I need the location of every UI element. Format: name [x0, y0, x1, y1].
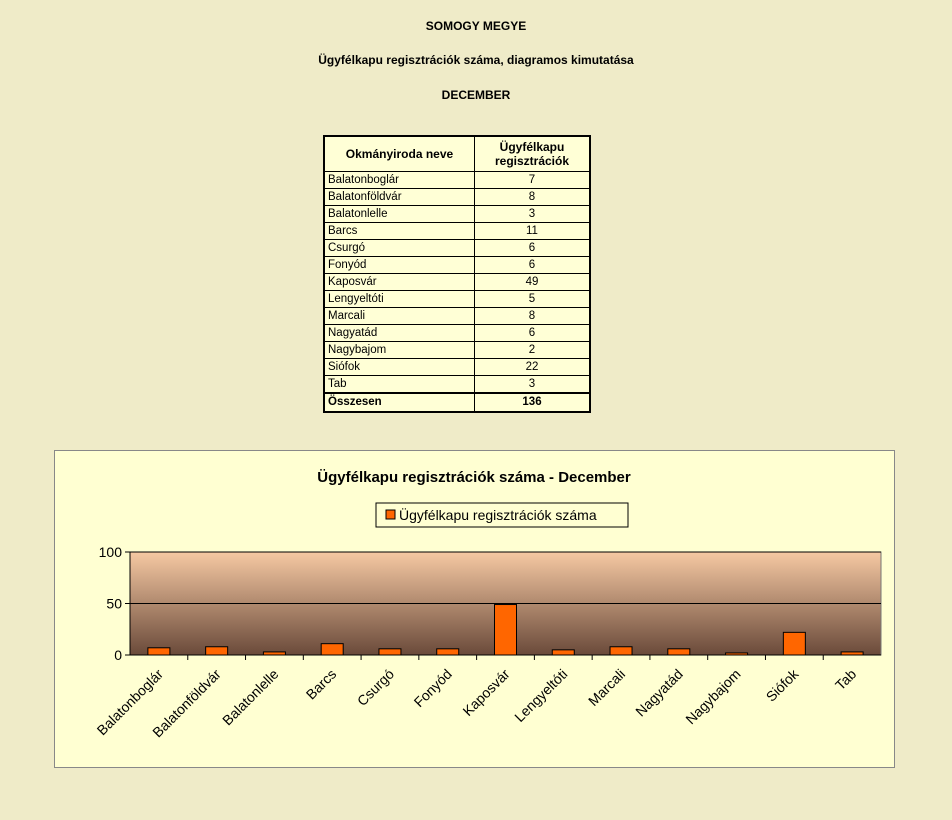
registrations-cell: 6: [475, 240, 591, 257]
registrations-cell: 7: [475, 172, 591, 189]
registrations-table: [323, 135, 591, 413]
bar: [552, 650, 574, 655]
table-row: [324, 257, 590, 274]
office-name-header: Okmányiroda neve: [324, 136, 475, 172]
x-tick-label: Barcs: [302, 665, 340, 703]
x-tick-label: Balatonboglár: [93, 665, 167, 739]
bar: [263, 652, 285, 655]
table-row: [324, 172, 590, 189]
bar: [321, 644, 343, 655]
bar-chart: [55, 451, 894, 767]
x-tick-label: Csurgó: [353, 665, 398, 710]
x-tick-label: Siófok: [762, 665, 802, 705]
y-tick-label: 0: [114, 647, 122, 663]
registrations-cell: 3: [475, 206, 591, 223]
x-tick-label: Nagybajom: [682, 665, 744, 728]
office-name-cell: Csurgó: [324, 240, 475, 257]
table-row: [324, 359, 590, 376]
registrations-cell: 22: [475, 359, 591, 376]
y-tick-label: 50: [106, 595, 122, 612]
registrations-cell: 49: [475, 274, 591, 291]
month-title: DECEMBER: [441, 88, 511, 102]
registrations-cell: 6: [475, 325, 591, 342]
bar: [841, 652, 863, 655]
chart-area: [54, 450, 895, 768]
table-row: [324, 240, 590, 257]
table-header-row: [324, 136, 590, 172]
office-name-cell: Nagyatád: [324, 325, 475, 342]
bar: [206, 647, 228, 655]
office-name-cell: Lengyeltóti: [324, 291, 475, 308]
table-row: [324, 308, 590, 325]
bar: [668, 649, 690, 655]
registrations-cell: 3: [475, 376, 591, 394]
total-value: 136: [475, 393, 591, 412]
table-row: [324, 342, 590, 359]
x-tick-label: Tab: [831, 665, 860, 694]
bar: [783, 632, 805, 655]
table-row: [324, 274, 590, 291]
chart-title: Ügyfélkapu regisztrációk száma - December: [317, 469, 631, 486]
table-row: [324, 223, 590, 240]
table-row: [324, 206, 590, 223]
office-name-cell: Balatonföldvár: [324, 189, 475, 206]
registrations-cell: 5: [475, 291, 591, 308]
x-tick-label: Fonyód: [410, 665, 455, 711]
office-name-cell: Nagybajom: [324, 342, 475, 359]
legend: [376, 503, 628, 527]
bar: [379, 649, 401, 655]
registrations-cell: 2: [475, 342, 591, 359]
registrations-header: Ügyfélkapu regisztrációk: [475, 136, 591, 172]
total-row: [324, 393, 590, 412]
x-tick-label: Balatonföldvár: [149, 665, 224, 741]
report-subtitle: Ügyfélkapu regisztrációk száma, diagramos kimutatása: [318, 53, 634, 67]
bar: [148, 648, 170, 655]
office-name-cell: Kaposvár: [324, 274, 475, 291]
total-label: Összesen: [324, 393, 475, 412]
office-name-cell: Fonyód: [324, 257, 475, 274]
bar: [437, 649, 459, 655]
table-row: [324, 189, 590, 206]
bar: [495, 605, 517, 655]
office-name-cell: Balatonboglár: [324, 172, 475, 189]
x-tick-label: Kaposvár: [459, 665, 513, 719]
legend-label: Ügyfélkapu regisztrációk száma: [399, 507, 597, 523]
office-name-cell: Tab: [324, 376, 475, 394]
legend-swatch: [386, 510, 395, 519]
registrations-cell: 8: [475, 189, 591, 206]
x-tick-label: Marcali: [584, 665, 629, 710]
y-tick-label: 100: [98, 544, 122, 560]
table-row: [324, 325, 590, 342]
bar: [610, 647, 632, 655]
registrations-cell: 11: [475, 223, 591, 240]
table-row: [324, 376, 590, 394]
bar: [726, 653, 748, 655]
x-tick-label: Balatonlelle: [219, 665, 282, 729]
office-name-cell: Barcs: [324, 223, 475, 240]
office-name-cell: Siófok: [324, 359, 475, 376]
x-tick-label: Nagyatád: [632, 665, 686, 720]
registrations-cell: 8: [475, 308, 591, 325]
office-name-cell: Marcali: [324, 308, 475, 325]
county-title: SOMOGY MEGYE: [425, 19, 527, 33]
x-tick-label: Lengyeltóti: [511, 665, 571, 726]
table-row: [324, 291, 590, 308]
registrations-cell: 6: [475, 257, 591, 274]
office-name-cell: Balatonlelle: [324, 206, 475, 223]
